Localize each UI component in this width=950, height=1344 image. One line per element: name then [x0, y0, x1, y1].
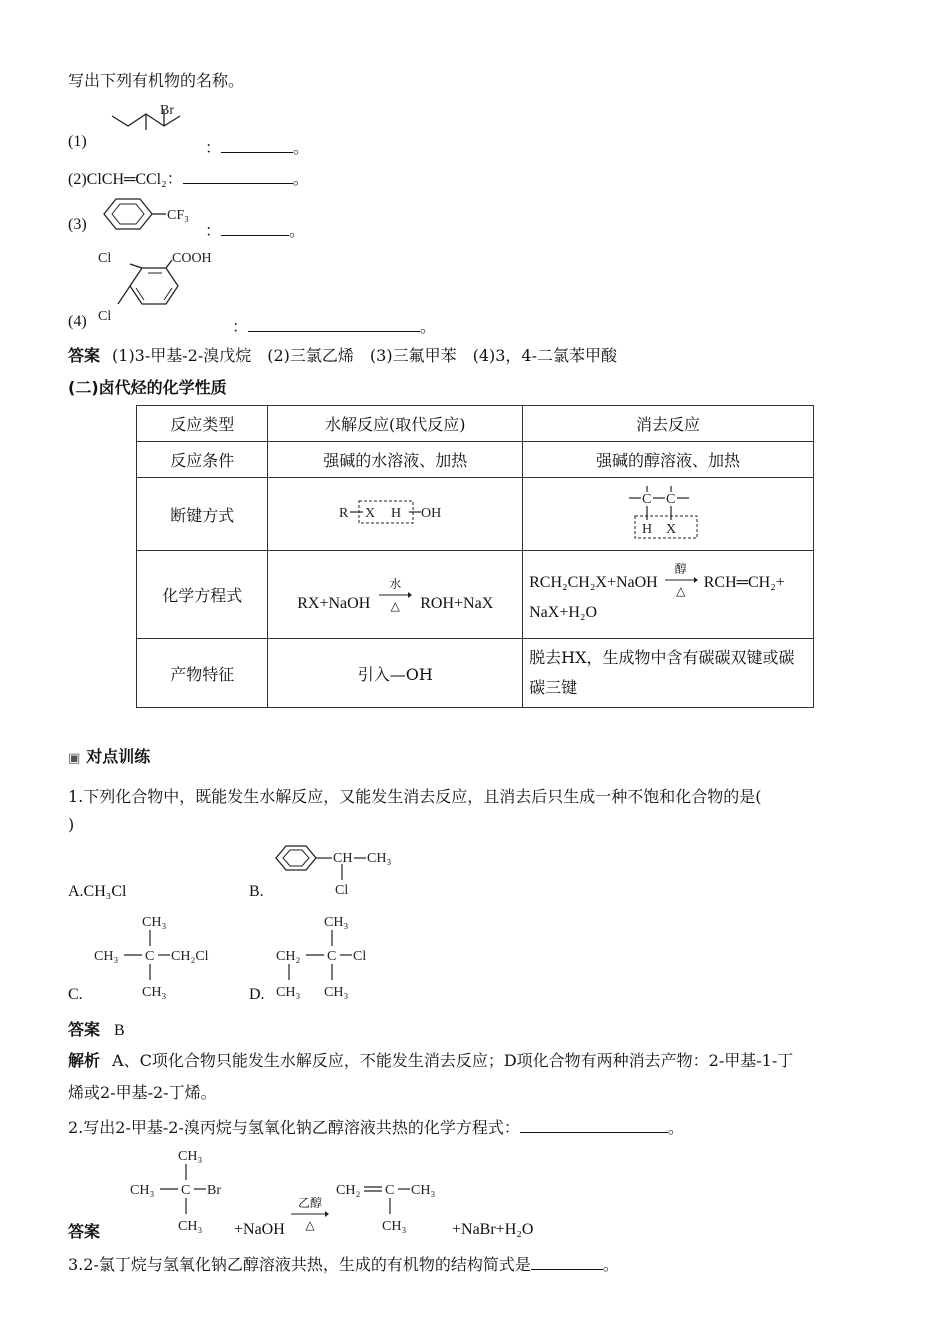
q2-text: (2)ClCH═CCl₂： — [68, 171, 183, 188]
row-label: 产物特征 — [137, 639, 268, 708]
q2-answer-blank — [183, 167, 293, 184]
arrow-under: △ — [390, 598, 400, 613]
eq-left: RCH₂CH₂X+NaOH — [529, 573, 658, 591]
arrow-under: △ — [676, 583, 686, 598]
p2-reaction-arrow — [290, 1196, 330, 1232]
p1-answer-label: 答案 — [68, 1020, 101, 1039]
q4-period: 。 — [420, 317, 437, 336]
p1-stem-line1: 1.下列化合物中，既能发生水解反应，又能发生消去反应，且消去后只生成一种不饱和化合物的是( — [68, 787, 762, 806]
p2-reactant-structure — [128, 1142, 238, 1238]
table-header: 消去反应 — [523, 406, 814, 442]
p2-period: 。 — [667, 1118, 684, 1137]
table-cell: 引入—OH — [268, 639, 523, 708]
bond-r: R — [339, 506, 349, 521]
r-bottom: CH₃ — [178, 1219, 203, 1234]
bond-h: H — [391, 506, 402, 521]
answer-label: 答案 — [68, 346, 101, 365]
table-header: 反应类型 — [137, 406, 268, 442]
p1-option-c-label: C. — [68, 986, 83, 1003]
arrow-over: 醇 — [674, 561, 687, 576]
q4-answer-blank — [248, 315, 420, 332]
hydrolysis-equation-cell — [268, 551, 523, 639]
q1-br-label: Br — [160, 103, 174, 118]
table-header: 水解反应(取代反应) — [268, 406, 523, 442]
p-left: CH₂ — [336, 1183, 361, 1198]
q3-colon: ： — [205, 221, 222, 240]
elimination-bond-diagram — [623, 482, 713, 542]
p1-option-b-structure — [270, 840, 410, 898]
q4-label: (4) — [68, 313, 87, 330]
p3-stem: 3.2-氯丁烷与氢氧化钠乙醇溶液共热，生成的有机物的结构简式是 — [68, 1255, 531, 1274]
eq-line2: NaX+H₂O — [529, 603, 598, 621]
q4-cooh-label: COOH — [172, 251, 212, 266]
p-right: CH₃ — [411, 1183, 436, 1198]
p1-option-b-label: B. — [249, 883, 264, 900]
p2-stem: 2.写出2-甲基-2-溴丙烷与氢氧化钠乙醇溶液共热的化学方程式： — [68, 1118, 520, 1137]
p3-answer-blank — [531, 1253, 603, 1270]
q3-label: (3) — [68, 216, 87, 233]
table-cell: 脱去HX，生成物中含有碳碳双键或碳碳三键 — [523, 639, 814, 708]
d-left: CH₂ — [276, 949, 301, 964]
p1-option-a: A.CH₃Cl — [68, 883, 127, 900]
q3-benzene-structure — [96, 192, 206, 236]
p1-option-c-structure — [92, 908, 232, 1000]
q2-period: 。 — [292, 171, 309, 188]
r-top: CH₃ — [178, 1149, 203, 1164]
table-header-row — [137, 406, 814, 442]
p2-plus-naoh: +NaOH — [234, 1221, 285, 1238]
r-right: Br — [207, 1183, 221, 1198]
r-left: CH₃ — [130, 1183, 155, 1198]
table-cell: 强碱的水溶液、加热 — [268, 442, 523, 478]
d-bottom: CH₃ — [324, 985, 349, 1000]
bond-c1: C — [642, 492, 652, 507]
c-center: C — [145, 949, 155, 964]
hydrolysis-arrow — [378, 577, 412, 613]
q4-dichlorobenzoic-structure — [92, 244, 242, 326]
row-label: 化学方程式 — [137, 551, 268, 639]
table-row — [137, 639, 814, 708]
arrow-over: 水 — [389, 576, 402, 591]
section-title: (二)卤代烃的化学性质 — [68, 378, 227, 397]
table-cell: 强碱的醇溶液、加热 — [523, 442, 814, 478]
table-row — [137, 442, 814, 478]
q4-cl-top: Cl — [98, 251, 112, 266]
intro-text: 写出下列有机物的名称。 — [68, 71, 245, 90]
q1-colon: ： — [205, 138, 222, 157]
elimination-arrow — [664, 562, 698, 598]
q1-answer-blank — [221, 136, 293, 153]
d-right: Cl — [353, 949, 367, 964]
c-right: CH₂Cl — [171, 949, 209, 964]
p2-tail: +NaBr+H₂O — [452, 1221, 534, 1238]
q1-label: (1) — [68, 133, 87, 150]
b-ch: CH — [333, 851, 353, 866]
p1-stem-line2: ) — [68, 815, 75, 834]
p2-product-structure — [334, 1176, 454, 1238]
q1-skeletal-structure — [100, 98, 200, 148]
training-square-icon: ▣ — [68, 751, 81, 766]
q3-period: 。 — [289, 221, 306, 240]
bond-h2: H — [642, 522, 653, 537]
q1-period: 。 — [293, 138, 310, 157]
p1-option-d-label: D. — [249, 986, 265, 1003]
elimination-bond-cell — [523, 478, 814, 551]
c-bottom: CH₃ — [142, 985, 167, 1000]
q3-cf3-label: CF₃ — [167, 208, 190, 223]
eq-right: ROH+NaX — [420, 594, 494, 612]
elimination-equation-cell — [523, 551, 814, 639]
b-ch3: CH₃ — [367, 851, 392, 866]
eq-left: RX+NaOH — [297, 594, 371, 612]
training-title: 对点训练 — [86, 747, 151, 766]
p1-analysis-line1: A、C项化合物只能发生水解反应，不能发生消去反应；D项化合物有两种消去产物：2-甲基-1-丁 — [112, 1051, 794, 1070]
eq-right: RCH═CH₂+ — [703, 573, 785, 591]
p1-option-d-structure — [272, 908, 392, 1000]
hydrolysis-bond-cell — [268, 478, 523, 551]
c-top: CH₃ — [142, 915, 167, 930]
p1-analysis-line2: 烯或2-甲基-2-丁烯。 — [68, 1083, 217, 1102]
q4-colon: ： — [232, 317, 249, 336]
p3-period: 。 — [602, 1255, 619, 1274]
properties-table — [136, 405, 814, 708]
p2-answer-blank — [520, 1116, 668, 1133]
b-cl: Cl — [335, 883, 349, 898]
p2-answer-label: 答案 — [68, 1222, 101, 1241]
bond-c2: C — [666, 492, 676, 507]
p-bottom: CH₃ — [382, 1219, 407, 1234]
bond-x: X — [365, 506, 376, 521]
p1-answer: B — [114, 1022, 125, 1039]
table-row — [137, 478, 814, 551]
c-left: CH₃ — [94, 949, 119, 964]
answer-text: (1)3-甲基-2-溴戊烷 (2)三氯乙烯 (3)三氟甲苯 (4)3，4-二氯苯甲酸 — [112, 346, 618, 365]
hydrolysis-bond-diagram — [335, 497, 455, 527]
d-center: C — [327, 949, 337, 964]
r-center: C — [181, 1183, 191, 1198]
p2-arrow-over: 乙醇 — [297, 1196, 322, 1210]
bond-oh: OH — [421, 506, 442, 521]
d-left-bottom: CH₃ — [276, 985, 301, 1000]
p-center: C — [385, 1183, 395, 1198]
q3-answer-blank — [221, 219, 289, 236]
row-label: 断键方式 — [137, 478, 268, 551]
bond-x2: X — [666, 522, 677, 537]
p2-arrow-under: △ — [305, 1218, 315, 1232]
table-row — [137, 551, 814, 639]
p1-analysis-label: 解析 — [68, 1051, 101, 1070]
q4-cl-bottom: Cl — [98, 309, 112, 324]
d-top: CH₃ — [324, 915, 349, 930]
row-label: 反应条件 — [137, 442, 268, 478]
